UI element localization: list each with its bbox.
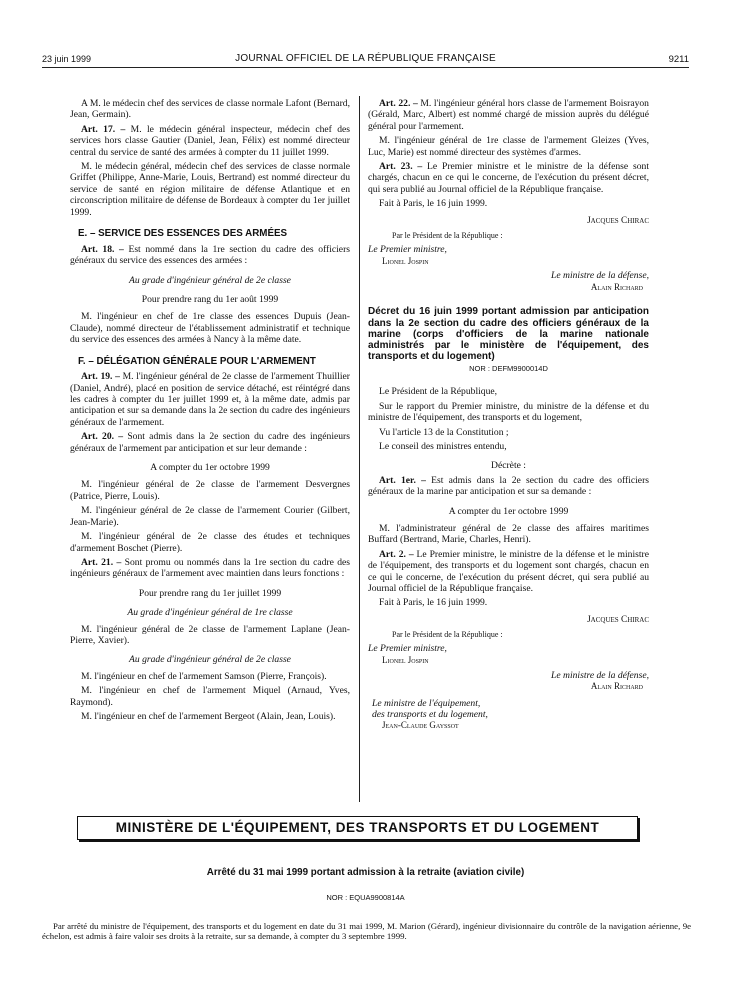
- paragraph: M. l'ingénieur général de 2e classe des études et techniques d'armement Boschet (Pierre).: [70, 531, 350, 554]
- article-23: [368, 161, 649, 195]
- par-le-president: Par le Président de la République :: [392, 230, 503, 240]
- article-text: Est admis dans la 2e section du cadre des officiers généraux de la marine par anticipation et sur sa demande :: [368, 474, 649, 498]
- par-le-president: Par le Président de la République :: [392, 629, 503, 639]
- article-1: [368, 475, 649, 498]
- signature-gayssot: Jean-Claude Gayssot: [382, 720, 459, 731]
- decret-title: Décret du 16 juin 1999 portant admission par anticipation dans la 2e section du cadre des officiers généraux de la marine (corps d'officiers de la marine nationale administrés par le ministère de l'équipement, des transports et du logement): [368, 306, 649, 363]
- article-label: Art. 21. –: [81, 556, 122, 568]
- article-label: Art. 2. –: [379, 548, 414, 560]
- article-2: [368, 549, 649, 595]
- paragraph: A M. le médecin chef des services de classe normale Lafont (Bernard, Jean, Germain).: [70, 98, 350, 121]
- ministry-title: MINISTÈRE DE L'ÉQUIPEMENT, DES TRANSPORTS ET DU LOGEMENT: [115, 820, 600, 835]
- arrete-title: Arrêté du 31 mai 1999 portant admission à la retraite (aviation civile): [206, 867, 525, 878]
- header-title: JOURNAL OFFICIEL DE LA RÉPUBLIQUE FRANÇAISE: [235, 53, 496, 64]
- article-label: Art. 22. –: [379, 98, 418, 109]
- section-heading-f: F. – DÉLÉGATION GÉNÉRALE POUR L'ARMEMENT: [78, 355, 316, 367]
- article-label: Art. 17. –: [81, 123, 126, 135]
- ministre-defense-label: Le ministre de la défense,: [551, 270, 649, 282]
- grade-heading: Au grade d'ingénieur général de 1re classe: [127, 607, 293, 619]
- paragraph: Le conseil des ministres entendu,: [379, 440, 507, 452]
- page-header: [0, 0, 731, 70]
- header-date: 23 juin 1999: [42, 54, 92, 64]
- article-18: [70, 244, 350, 267]
- paragraph: M. le médecin général, médecin chef des services de classe normale Griffet (Philippe, Anne-Marie, Louis, Bertrand) est nommé directeur du service de santé en région militaire de défense Atlantique et en circonscription militaire de défense de Bordeaux à compter du 1er juillet 1999.: [70, 161, 350, 218]
- ministre-defense-label: Le ministre de la défense,: [551, 669, 649, 681]
- article-21: [70, 557, 350, 580]
- nor-code: NOR : DEFM9900014D: [469, 364, 548, 374]
- article-text: Le Premier ministre, le ministre de la défense et le ministre de l'équipement, des transports et du logement sont chargés, chacun en ce qui le concerne, de l'exécution du présent décret, qui sera publié au Journal officiel de la République française.: [368, 548, 649, 594]
- article-20: [70, 431, 350, 454]
- grade-heading: Au grade d'ingénieur général de 2e classe: [129, 274, 291, 286]
- signature-richard: Alain Richard: [590, 680, 643, 691]
- grade-heading: Au grade d'ingénieur général de 2e classe: [129, 654, 291, 666]
- date-heading: A compter du 1er octobre 1999: [448, 505, 569, 517]
- article-19: [70, 371, 350, 428]
- paragraph: Le Président de la République,: [379, 386, 498, 398]
- article-text: Sont admis dans la 2e section du cadre des ingénieurs généraux de l'armement par anticipation et sur leur demande :: [70, 431, 350, 454]
- paragraph: M. l'ingénieur général de 2e classe de l'armement Courier (Gilbert, Jean-Marie).: [70, 505, 350, 528]
- paragraph: M. l'ingénieur en chef de l'armement Miquel (Arnaud, Yves, Raymond).: [70, 685, 350, 708]
- signature-chirac: Jacques Chirac: [587, 215, 649, 226]
- article-label: Art. 18. –: [81, 243, 124, 255]
- paragraph: M. l'ingénieur général de 2e classe de l'armement Laplane (Jean-Pierre, Xavier).: [70, 623, 350, 646]
- column-divider: [359, 96, 360, 802]
- arrete-nor-code: NOR : EQUA9900814A: [326, 893, 405, 902]
- article-label: Art. 19. –: [81, 371, 120, 383]
- fait-a-paris: Fait à Paris, le 16 juin 1999.: [379, 198, 488, 210]
- ministry-banner: [77, 816, 638, 840]
- header-rule: [42, 67, 689, 68]
- premier-ministre-label: Le Premier ministre,: [368, 643, 447, 655]
- article-22: [368, 98, 649, 132]
- article-text: M. le médecin général inspecteur, médecin chef des services hors classe Gautier (Daniel, Jean, Félix) est nommé directeur central du service de santé des armées à compter du 11 juillet 1999.: [70, 123, 350, 158]
- header-page-number: 9211: [668, 54, 689, 65]
- decrete: Décrète :: [491, 460, 526, 472]
- article-text: Sont promu ou nommés dans la 1re section du cadre des ingénieurs généraux de l'armement avec maintien dans leurs fonctions :: [70, 556, 350, 580]
- left-column: [70, 98, 350, 725]
- article-label: Art. 23. –: [379, 161, 423, 173]
- article-label: Art. 1er. –: [379, 474, 426, 486]
- premier-ministre-label: Le Premier ministre,: [368, 244, 447, 256]
- paragraph: M. l'ingénieur en chef de l'armement Samson (Pierre, François).: [81, 670, 327, 682]
- article-text: Est nommé dans la 1re section du cadre des officiers généraux du service des essences des armées :: [70, 243, 350, 267]
- fait-a-paris: Fait à Paris, le 16 juin 1999.: [379, 597, 488, 609]
- section-heading-e: E. – SERVICE DES ESSENCES DES ARMÉES: [78, 228, 288, 240]
- article-label: Art. 20. –: [81, 431, 124, 443]
- paragraph: M. l'ingénieur en chef de l'armement Bergeot (Alain, Jean, Louis).: [81, 710, 336, 722]
- paragraph: Vu l'article 13 de la Constitution ;: [379, 426, 509, 438]
- article-17: [70, 124, 350, 158]
- article-text: M. l'ingénieur général de 2e classe de l'armement Thuillier (Daniel, André), placé en position de service détaché, est réintégré dans les cadres à compter du 1er juillet 1999 et, à la même date, admis par anticipation et sur sa demande dans la 2e section du cadre des ingénieurs généraux de l'armement.: [70, 371, 350, 428]
- paragraph: M. l'ingénieur général de 1re classe de l'armement Gleizes (Yves, Luc, Marie) est nommé directeur des systèmes d'armes.: [368, 135, 649, 158]
- ministre-equipement-label-2: des transports et du logement,: [372, 709, 488, 721]
- arrete-body: Par arrêté du ministre de l'équipement, des transports et du logement en date du 31 mai 1999, M. Marion (Gérard), ingénieur divisionnaire du contrôle de la navigation aérienne, 9e échelon, est admis à faire valoir ses droits à la retraite, sur sa demande, à compter du 3 septembre 1999.: [42, 921, 691, 942]
- paragraph: M. l'ingénieur en chef de 1re classe des essences Dupuis (Jean-Claude), nommé directeur de l'établissement administratif et technique du service des essences des armées à Nancy à la même date.: [70, 311, 350, 346]
- rang-heading: Pour prendre rang du 1er août 1999: [141, 293, 279, 305]
- ministre-equipement-label: Le ministre de l'équipement,: [372, 697, 481, 709]
- article-text: M. l'ingénieur général hors classe de l'armement Boisrayon (Gérald, Marc, Albert) est nommé chargé de mission auprès du délégué général pour l'armement.: [368, 98, 649, 132]
- rang-heading: Pour prendre rang du 1er juillet 1999: [138, 587, 282, 599]
- date-heading: A compter du 1er octobre 1999: [150, 462, 270, 474]
- right-column: [368, 98, 649, 735]
- paragraph: M. l'ingénieur général de 2e classe de l'armement Desvergnes (Patrice, Pierre, Louis).: [70, 479, 350, 502]
- signature-jospin: Lionel Jospin: [382, 255, 429, 266]
- signature-chirac: Jacques Chirac: [587, 614, 649, 625]
- paragraph: M. l'administrateur général de 2e classe des affaires maritimes Buffard (Bertrand, Marie, Charles, Henri).: [368, 522, 649, 546]
- signature-jospin: Lionel Jospin: [382, 654, 429, 665]
- signature-richard: Alain Richard: [590, 281, 643, 292]
- article-text: Le Premier ministre et le ministre de la défense sont chargés, chacun en ce qui le concerne, de l'exécution du présent décret, qui sera publié au Journal officiel de la République française.: [368, 161, 649, 195]
- paragraph: Sur le rapport du Premier ministre, du ministre de la défense et du ministre de l'équipement, des transports et du logement,: [368, 400, 649, 424]
